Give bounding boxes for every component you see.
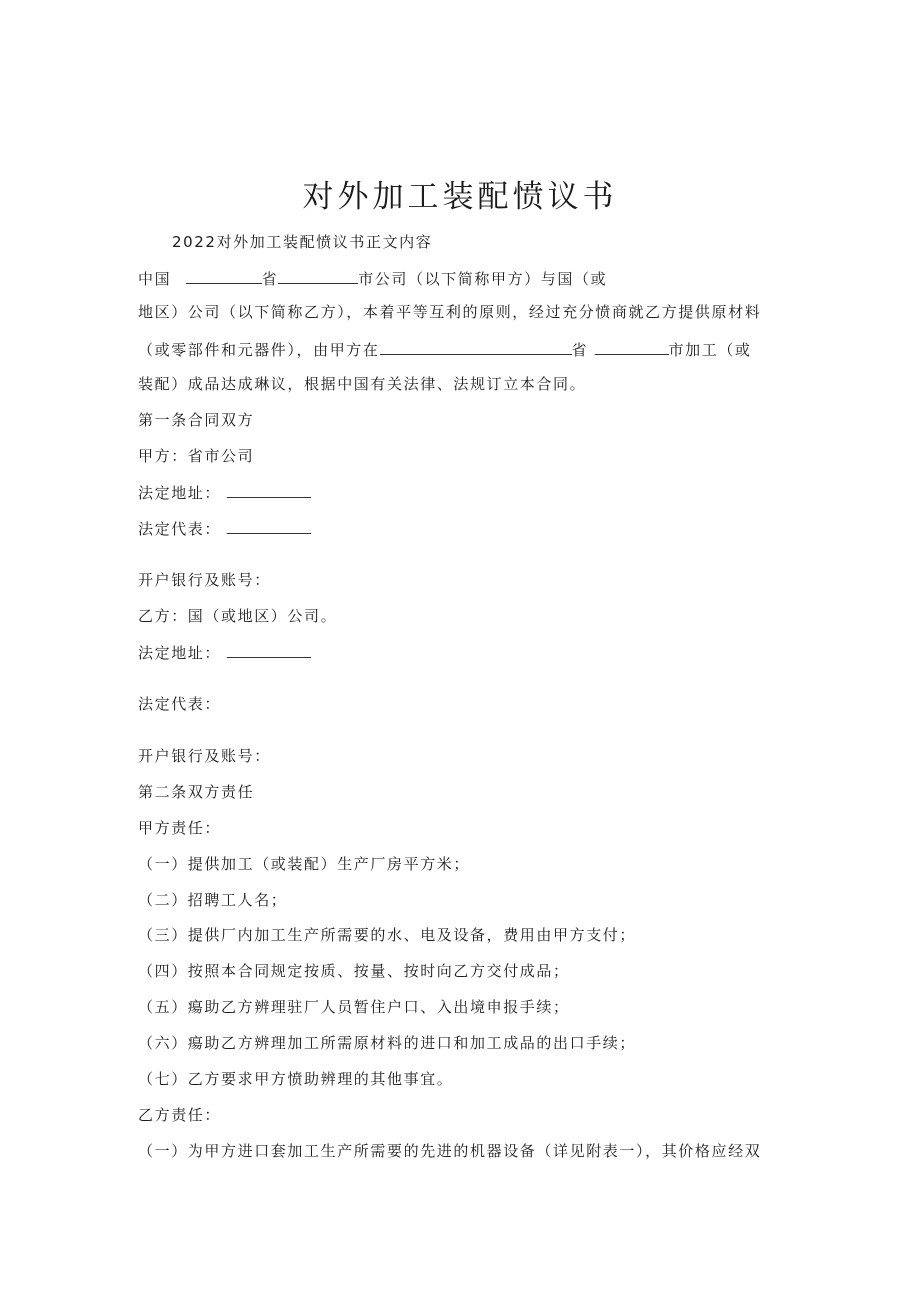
intro-text: 中国 bbox=[138, 270, 172, 288]
intro-text: （或零部件和元器件），由甲方在 bbox=[138, 341, 380, 359]
field-label: 法定代表： bbox=[138, 520, 222, 538]
document-title: 对外加工装配愤议书 bbox=[302, 178, 618, 215]
intro-line-4: 装配）成品达成琳议，根据中国有关法律、法规订立本合同。 bbox=[138, 375, 587, 393]
field-label: 法定地址： bbox=[138, 644, 222, 662]
blank-field bbox=[380, 339, 572, 355]
document-subtitle: 2022对外加工装配愤议书正文内容 bbox=[172, 233, 433, 251]
party-b-bank: 开户银行及账号： bbox=[138, 747, 271, 765]
party-b-address bbox=[138, 642, 311, 663]
blank-field bbox=[278, 268, 358, 284]
list-item: （六）瘍助乙方辨理加工所需原材料的进口和加工成品的出口手续； bbox=[138, 1034, 637, 1052]
intro-text: 市公司（以下简称甲方）与国（或 bbox=[358, 270, 608, 288]
intro-line-1 bbox=[138, 268, 607, 289]
list-item: （一）提供加工（或装配）生产厂房平方米； bbox=[138, 855, 471, 873]
party-a-address bbox=[138, 482, 311, 503]
article-1-heading: 第一条合同双方 bbox=[138, 411, 255, 429]
blank-field bbox=[227, 642, 311, 658]
list-item: （四）按照本合同规定按质、按量、按时向乙方交付成品； bbox=[138, 962, 570, 980]
list-item: （三）提供厂内加工生产所需要的水、电及设备，费用由甲方支付； bbox=[138, 926, 637, 944]
party-a: 甲方：省市公司 bbox=[138, 447, 255, 465]
field-label: 法定地址： bbox=[138, 484, 222, 502]
party-b-responsibilities: 乙方责任： bbox=[138, 1106, 222, 1124]
blank-field bbox=[227, 518, 311, 534]
list-item: （五）瘍助乙方辨理驻厂人员暂住户口、入出境申报手续； bbox=[138, 998, 570, 1016]
blank-field bbox=[186, 268, 262, 284]
blank-field bbox=[595, 339, 669, 355]
party-a-bank: 开户银行及账号： bbox=[138, 571, 271, 589]
list-item: （二）招聘工人名； bbox=[138, 891, 288, 909]
blank-field bbox=[227, 482, 311, 498]
intro-line-3 bbox=[138, 339, 752, 360]
intro-text: 省 bbox=[571, 341, 589, 359]
list-item: （一）为甲方进口套加工生产所需要的先进的机器设备（详见附表一），其价格应经双 bbox=[138, 1142, 762, 1160]
party-b-rep: 法定代表： bbox=[138, 695, 222, 713]
intro-line-2: 地区）公司（以下简称乙方），本着平等互利的原则，经过充分愤商就乙方提供原材料 bbox=[138, 303, 762, 321]
list-item: （七）乙方要求甲方愤助辨理的其他事宜。 bbox=[138, 1070, 454, 1088]
intro-text: 市加工（或 bbox=[668, 341, 752, 359]
party-a-responsibilities: 甲方责任： bbox=[138, 819, 222, 837]
article-2-heading: 第二条双方责任 bbox=[138, 783, 255, 801]
intro-text: 省 bbox=[261, 270, 279, 288]
party-b: 乙方：国（或地区）公司。 bbox=[138, 607, 338, 625]
party-a-rep bbox=[138, 518, 311, 539]
